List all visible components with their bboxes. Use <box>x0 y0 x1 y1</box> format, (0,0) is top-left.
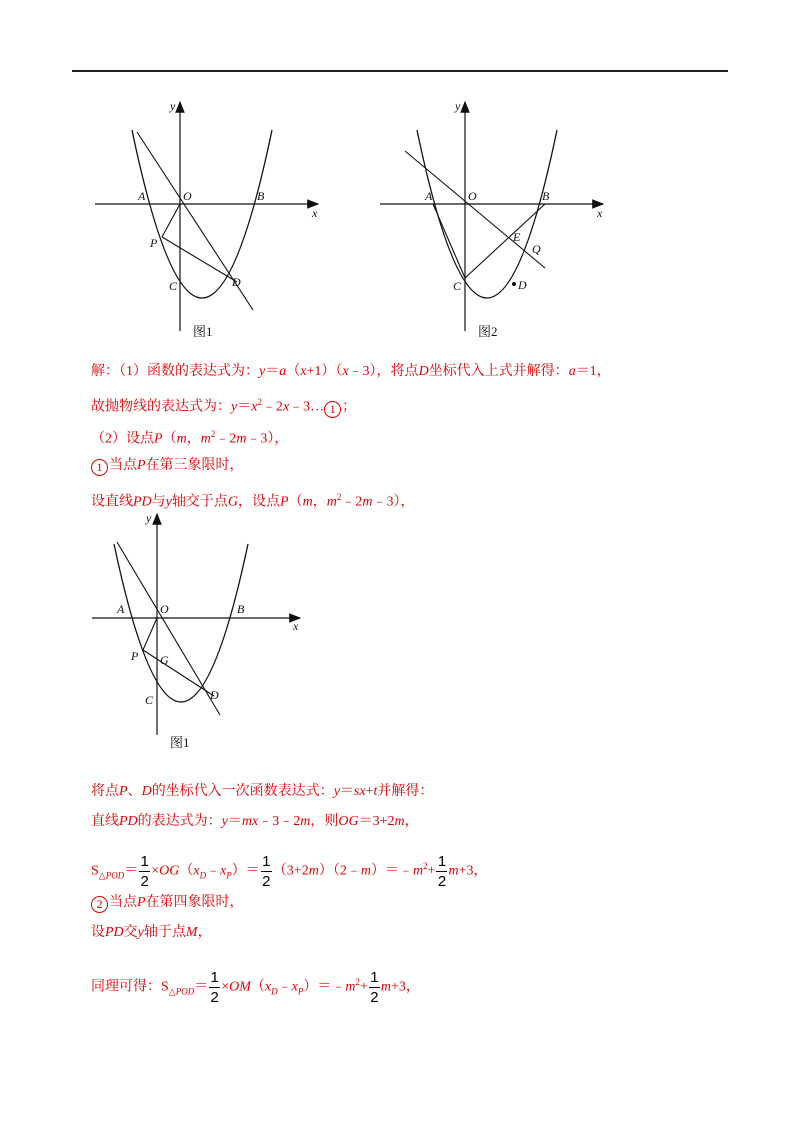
label-Q: Q <box>532 242 541 256</box>
label-B: B <box>257 189 265 203</box>
figure-caption: 图1 <box>193 324 213 339</box>
figure-caption: 图1 <box>170 735 190 750</box>
solution-line-4: 1 当点P在第三象限时， <box>91 456 244 476</box>
label-P: P <box>131 649 139 663</box>
circled-number: 2 <box>91 896 108 913</box>
solution-line-11: 同理可得：$S_{\triangle POD}=$ $\frac{1}{2}$ $\times OM(x_D﹣x_P)=﹣m^2+$ $\frac{1}{2}$ m+3， <box>91 968 420 1006</box>
label-B: B <box>542 189 550 203</box>
label-y: y <box>146 511 152 525</box>
solution-line-7: 直线PD的表达式为：y＝mx﹣3﹣2m，则OG＝3+2m， <box>91 814 419 829</box>
label-x: x <box>293 619 299 633</box>
figure-3 <box>90 510 320 755</box>
label-A: A <box>425 189 433 203</box>
solution-line-10: 设PD交y轴于点M， <box>91 925 212 940</box>
solution-line-8: $S_{\triangle POD}=$ $\frac{1}{2}$ $\times OG(x_D﹣x_P)=$ $\frac{1}{2}$ $(3+2m)(2﹣m)=﹣m^2+$ $\frac{1}{2}$ m+3， <box>91 852 488 890</box>
solution-line-2: 故抛物线的表达式为：$y=x^2﹣2x﹣3\dots$ 1 ； <box>91 397 357 416</box>
solution-line-9: 2 当点P在第四象限时， <box>91 893 244 913</box>
label-O: O <box>468 189 477 203</box>
line-through-O <box>117 542 220 715</box>
label-P: P <box>150 236 158 250</box>
label-y: y <box>455 99 461 113</box>
segment-OP <box>162 204 180 237</box>
segment-PD <box>143 650 214 696</box>
solution-line-1: 解：（1）函数的表达式为：y＝a（x+1）（x﹣3），将点D坐标代入上式并解得：a＝1， <box>91 364 611 379</box>
parabola <box>132 130 272 298</box>
label-A: A <box>117 602 125 616</box>
fraction-one-half: $\frac{1}{2}$ <box>437 852 447 890</box>
label-O: O <box>160 602 169 616</box>
fraction-one-half: $\frac{1}{2}$ <box>262 852 271 890</box>
label-D: D <box>518 278 527 292</box>
fraction-one-half: $\frac{1}{2}$ <box>210 968 219 1006</box>
circled-number: 1 <box>91 459 108 476</box>
point-D <box>512 282 516 286</box>
solution-line-6: 将点P、D的坐标代入一次函数表达式：y＝sx+t并解得： <box>91 784 434 799</box>
label-E: E <box>513 230 521 244</box>
segment-OP <box>143 618 157 650</box>
label-y: y <box>170 99 176 113</box>
figure-caption: 图2 <box>478 324 498 339</box>
label-B: B <box>237 602 245 616</box>
line-BC <box>465 204 545 278</box>
label-A: A <box>138 189 146 203</box>
parabola <box>417 130 557 298</box>
parabola <box>114 544 248 702</box>
label-x: x <box>312 206 318 220</box>
label-G: G <box>160 653 169 667</box>
label-D: D <box>210 688 219 702</box>
line-through-E <box>405 151 545 268</box>
figure-1 <box>90 96 330 346</box>
circled-number: 1 <box>324 401 341 418</box>
fraction-one-half: $\frac{1}{2}$ <box>140 852 149 890</box>
solution-line-5: 设直线PD与y轴交于点G，设点P（m，$m^2﹣2m﹣3$）， <box>91 492 415 510</box>
segment-PD <box>162 237 237 282</box>
line-AC <box>433 204 465 278</box>
fraction-one-half: $\frac{1}{2}$ <box>370 968 379 1006</box>
header-rule <box>72 70 728 72</box>
label-x: x <box>597 206 603 220</box>
label-C: C <box>145 693 154 707</box>
solution-line-3: （2）设点P（m，$m^2﹣2m﹣3$）， <box>91 429 289 447</box>
label-C: C <box>453 279 462 293</box>
label-D: D <box>232 275 241 289</box>
label-C: C <box>169 279 178 293</box>
label-O: O <box>183 189 192 203</box>
figure-2 <box>375 96 615 346</box>
